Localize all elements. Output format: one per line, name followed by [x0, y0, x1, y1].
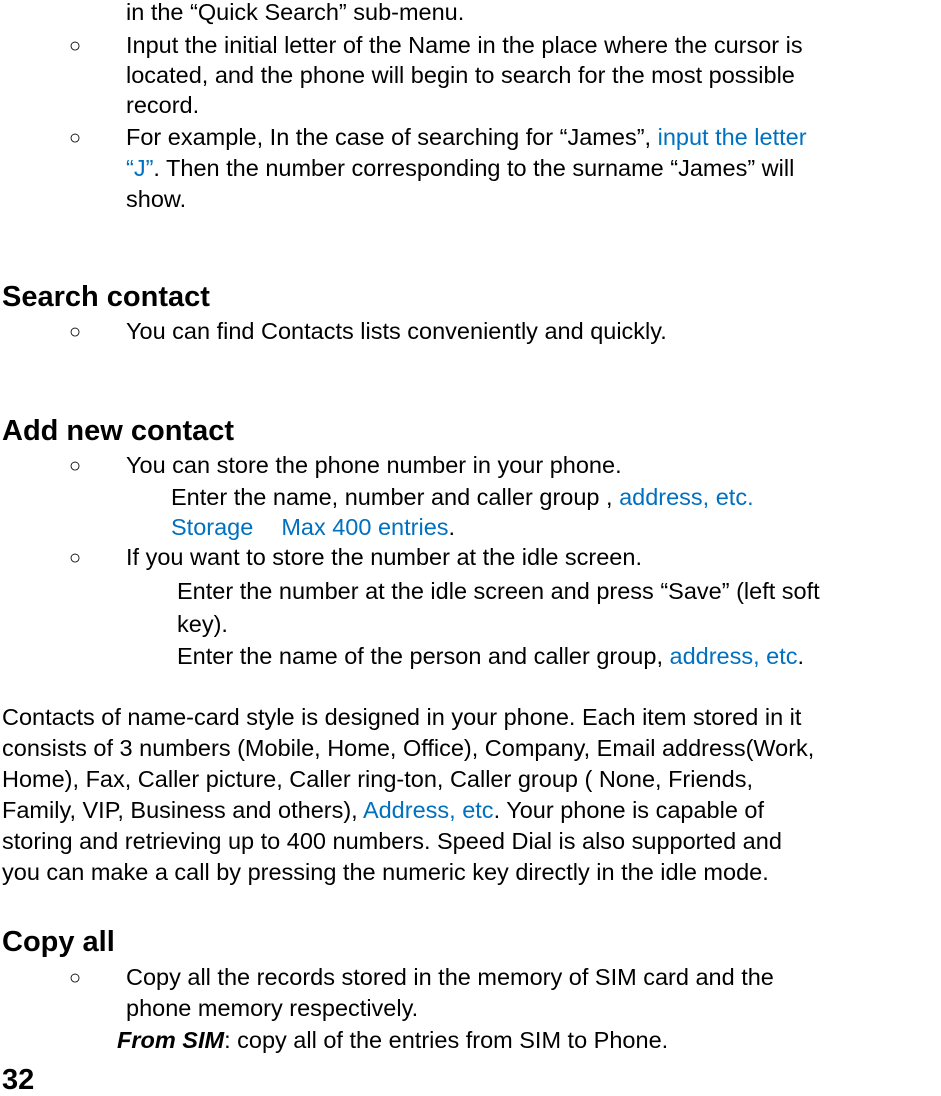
heading-add-new-contact: Add new contact	[2, 415, 235, 447]
intro-bullet1-line1: Input the initial letter of the Name in the place where the cursor is	[126, 32, 803, 58]
paragraph-text: Family, VIP, Business and others),	[2, 797, 363, 823]
search-contact-bullet: You can find Contacts lists conveniently and quickly.	[126, 318, 667, 344]
paragraph-line5: storing and retrieving up to 400 numbers. Speed Dial is also supported and	[2, 828, 782, 854]
from-sim-label: From SIM	[117, 1027, 225, 1053]
intro-bullet2-text: For example, In the case of searching for “James”,	[126, 124, 658, 150]
highlight-address-etc: address, etc	[669, 643, 798, 669]
highlight-address-etc: address, etc.	[619, 484, 754, 510]
page-number: 32	[2, 1064, 35, 1096]
add-contact-sub3-text: Enter the name of the person and caller group,	[177, 643, 670, 669]
paragraph-text: . Your phone is capable of	[493, 797, 765, 823]
add-contact-sub3	[177, 645, 804, 669]
paragraph-line1: Contacts of name-card style is designed in your phone. Each item stored in it	[2, 704, 802, 730]
intro-bullet2-line1	[126, 126, 807, 150]
storage-period: .	[448, 514, 456, 540]
heading-search-contact: Search contact	[2, 281, 210, 313]
paragraph-line3: Home), Fax, Caller picture, Caller ring-ton, Caller group ( None, Friends,	[2, 766, 753, 792]
highlight-input-letter: input the letter	[657, 124, 807, 150]
paragraph-line4	[2, 799, 764, 823]
copy-all-bullet-line2: phone memory respectively.	[126, 995, 419, 1021]
bullet-icon: ○	[69, 455, 82, 477]
add-contact-sub2-line2: key).	[177, 611, 228, 637]
intro-bullet2-text: . Then the number corresponding to the surname “James” will	[153, 155, 795, 181]
bullet-icon: ○	[69, 321, 82, 343]
bullet-icon: ○	[69, 967, 82, 989]
from-sim-text: : copy all of the entries from SIM to Phone.	[224, 1027, 669, 1053]
copy-all-bullet-line1: Copy all the records stored in the memory of SIM card and the	[126, 964, 774, 990]
from-sim-line	[117, 1029, 668, 1053]
heading-copy-all: Copy all	[2, 926, 115, 958]
intro-bullet2-line2	[126, 157, 794, 181]
highlight-address-etc: Address, etc	[362, 797, 494, 823]
storage-line	[171, 516, 455, 540]
intro-bullet1-line3: record.	[126, 92, 200, 118]
add-contact-bullet2: If you want to store the number at the idle screen.	[126, 544, 642, 570]
add-contact-sub1-text: Enter the name, number and caller group ,	[171, 484, 620, 510]
bullet-icon: ○	[69, 127, 82, 149]
storage-value: Max 400 entries	[281, 514, 449, 540]
highlight-j: “J”	[126, 155, 154, 181]
bullet-icon: ○	[69, 547, 82, 569]
intro-bullet2-line3: show.	[126, 186, 187, 212]
intro-line: in the “Quick Search” sub-menu.	[126, 0, 465, 25]
paragraph-line6: you can make a call by pressing the numeric key directly in the idle mode.	[2, 859, 769, 885]
storage-label: Storage	[171, 514, 254, 540]
add-contact-sub2-line1: Enter the number at the idle screen and press “Save” (left soft	[177, 578, 820, 604]
bullet-icon: ○	[69, 35, 82, 57]
intro-bullet1-line2: located, and the phone will begin to search for the most possible	[126, 62, 795, 88]
add-contact-sub1	[171, 486, 754, 510]
paragraph-line2: consists of 3 numbers (Mobile, Home, Office), Company, Email address(Work,	[2, 735, 815, 761]
add-contact-sub3-period: .	[797, 643, 805, 669]
add-contact-bullet1: You can store the phone number in your phone.	[126, 452, 622, 478]
